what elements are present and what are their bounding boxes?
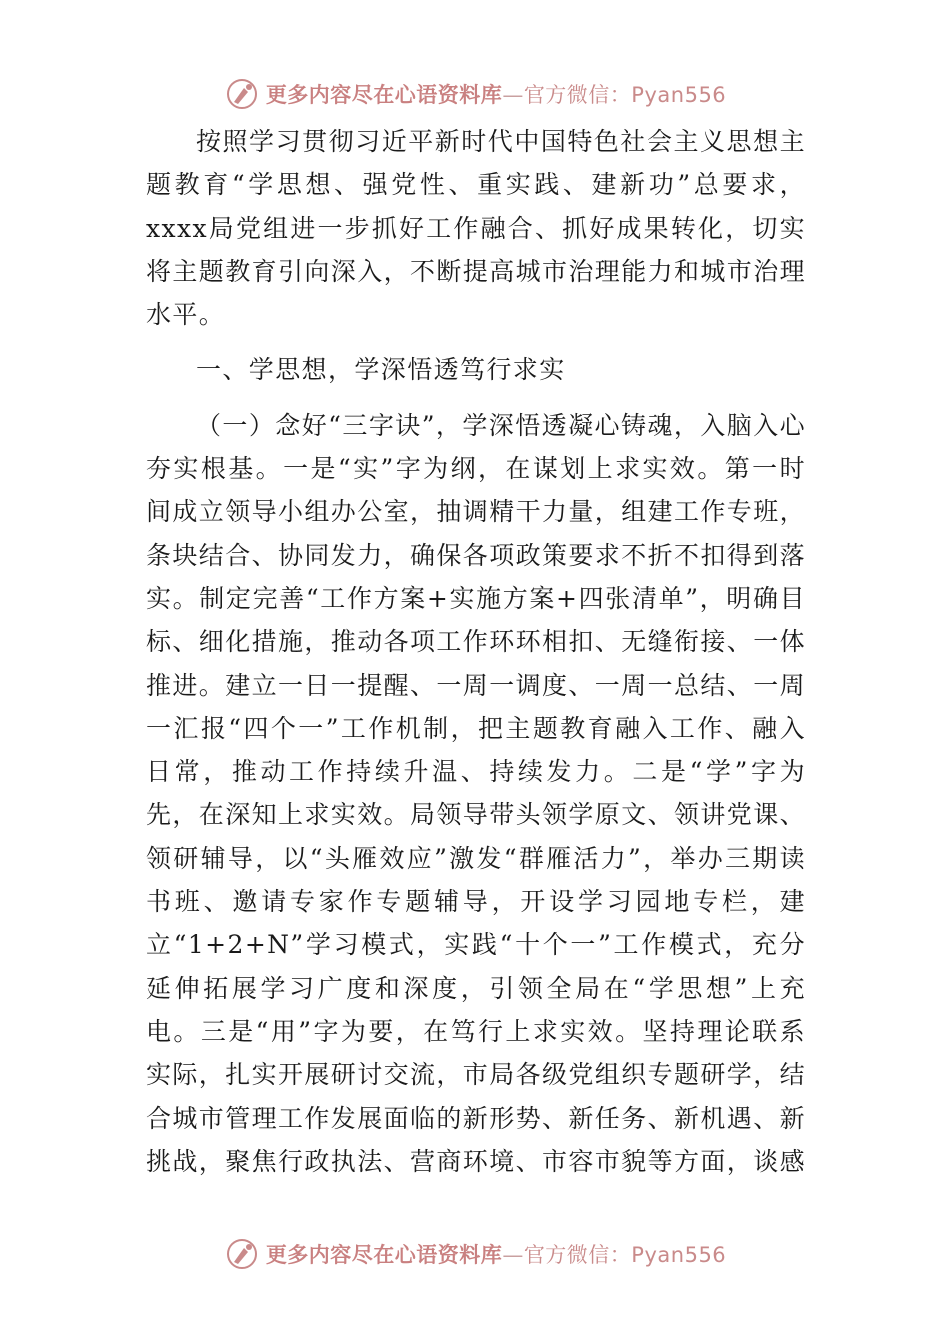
- watermark-contact: 官方微信：Pyan556: [523, 1243, 727, 1267]
- watermark-contact: 官方微信：Pyan556: [523, 83, 727, 107]
- document-body: [146, 120, 806, 1183]
- brand-logo-icon: [224, 76, 260, 112]
- body-paragraph: （一）念好“三字诀”，学深悟透凝心铸魂，入脑入心夯实根基。一是“实”字为纲，在谋划上求实效。第一时间成立领导小组办公室，抽调精干力量，组建工作专班，条块结合、协同发力，确保各项政策要求不折不扣得到落实。制定完善“工作方案+实施方案+四张清单”，明确目标、细化措施，推动各项工作环环相扣、无缝衔接、一体推进。建立一日一提醒、一周一调度、一周一总结、一周一汇报“四个一”工作机制，把主题教育融入工作、融入日常，推动工作持续升温、持续发力。二是“学”字为先，在深知上求实效。局领导带头领学原文、领讲党课、领研辅导，以“头雁效应”激发“群雁活力”，举办三期读书班、邀请专家作专题辅导，开设学习园地专栏，建立“1+2+N”学习模式，实践“十个一”工作模式，充分延伸拓展学习广度和深度，引领全局在“学思想”上充电。三是“用”字为要，在笃行上求实效。坚持理论联系实际，扎实开展研讨交流，市局各级党组织专题研学，结合城市管理工作发展面临的新形势、新任务、新机遇、新挑战，聚焦行政执法、营商环境、市容市貌等方面，谈感: [146, 410, 807, 1176]
- watermark-separator: —: [502, 83, 524, 107]
- watermark-text: [266, 79, 726, 109]
- watermark-separator: —: [502, 1243, 524, 1267]
- watermark-footer: [0, 1234, 950, 1274]
- brand-logo-icon: [224, 1236, 260, 1272]
- section-heading: 一、学思想，学深悟透笃行求实: [196, 355, 566, 385]
- watermark-header: [0, 74, 950, 114]
- watermark-text: [266, 1239, 726, 1269]
- watermark-brand: 更多内容尽在心语资料库: [265, 1243, 503, 1267]
- watermark-brand: 更多内容尽在心语资料库: [265, 83, 503, 107]
- intro-paragraph: 按照学习贯彻习近平新时代中国特色社会主义思想主题教育“学思想、强党性、重实践、建新功”总要求，xxxx局党组进一步抓好工作融合、抓好成果转化，切实将主题教育引向深入，不断提高城市治理能力和城市治理水平。: [146, 127, 807, 330]
